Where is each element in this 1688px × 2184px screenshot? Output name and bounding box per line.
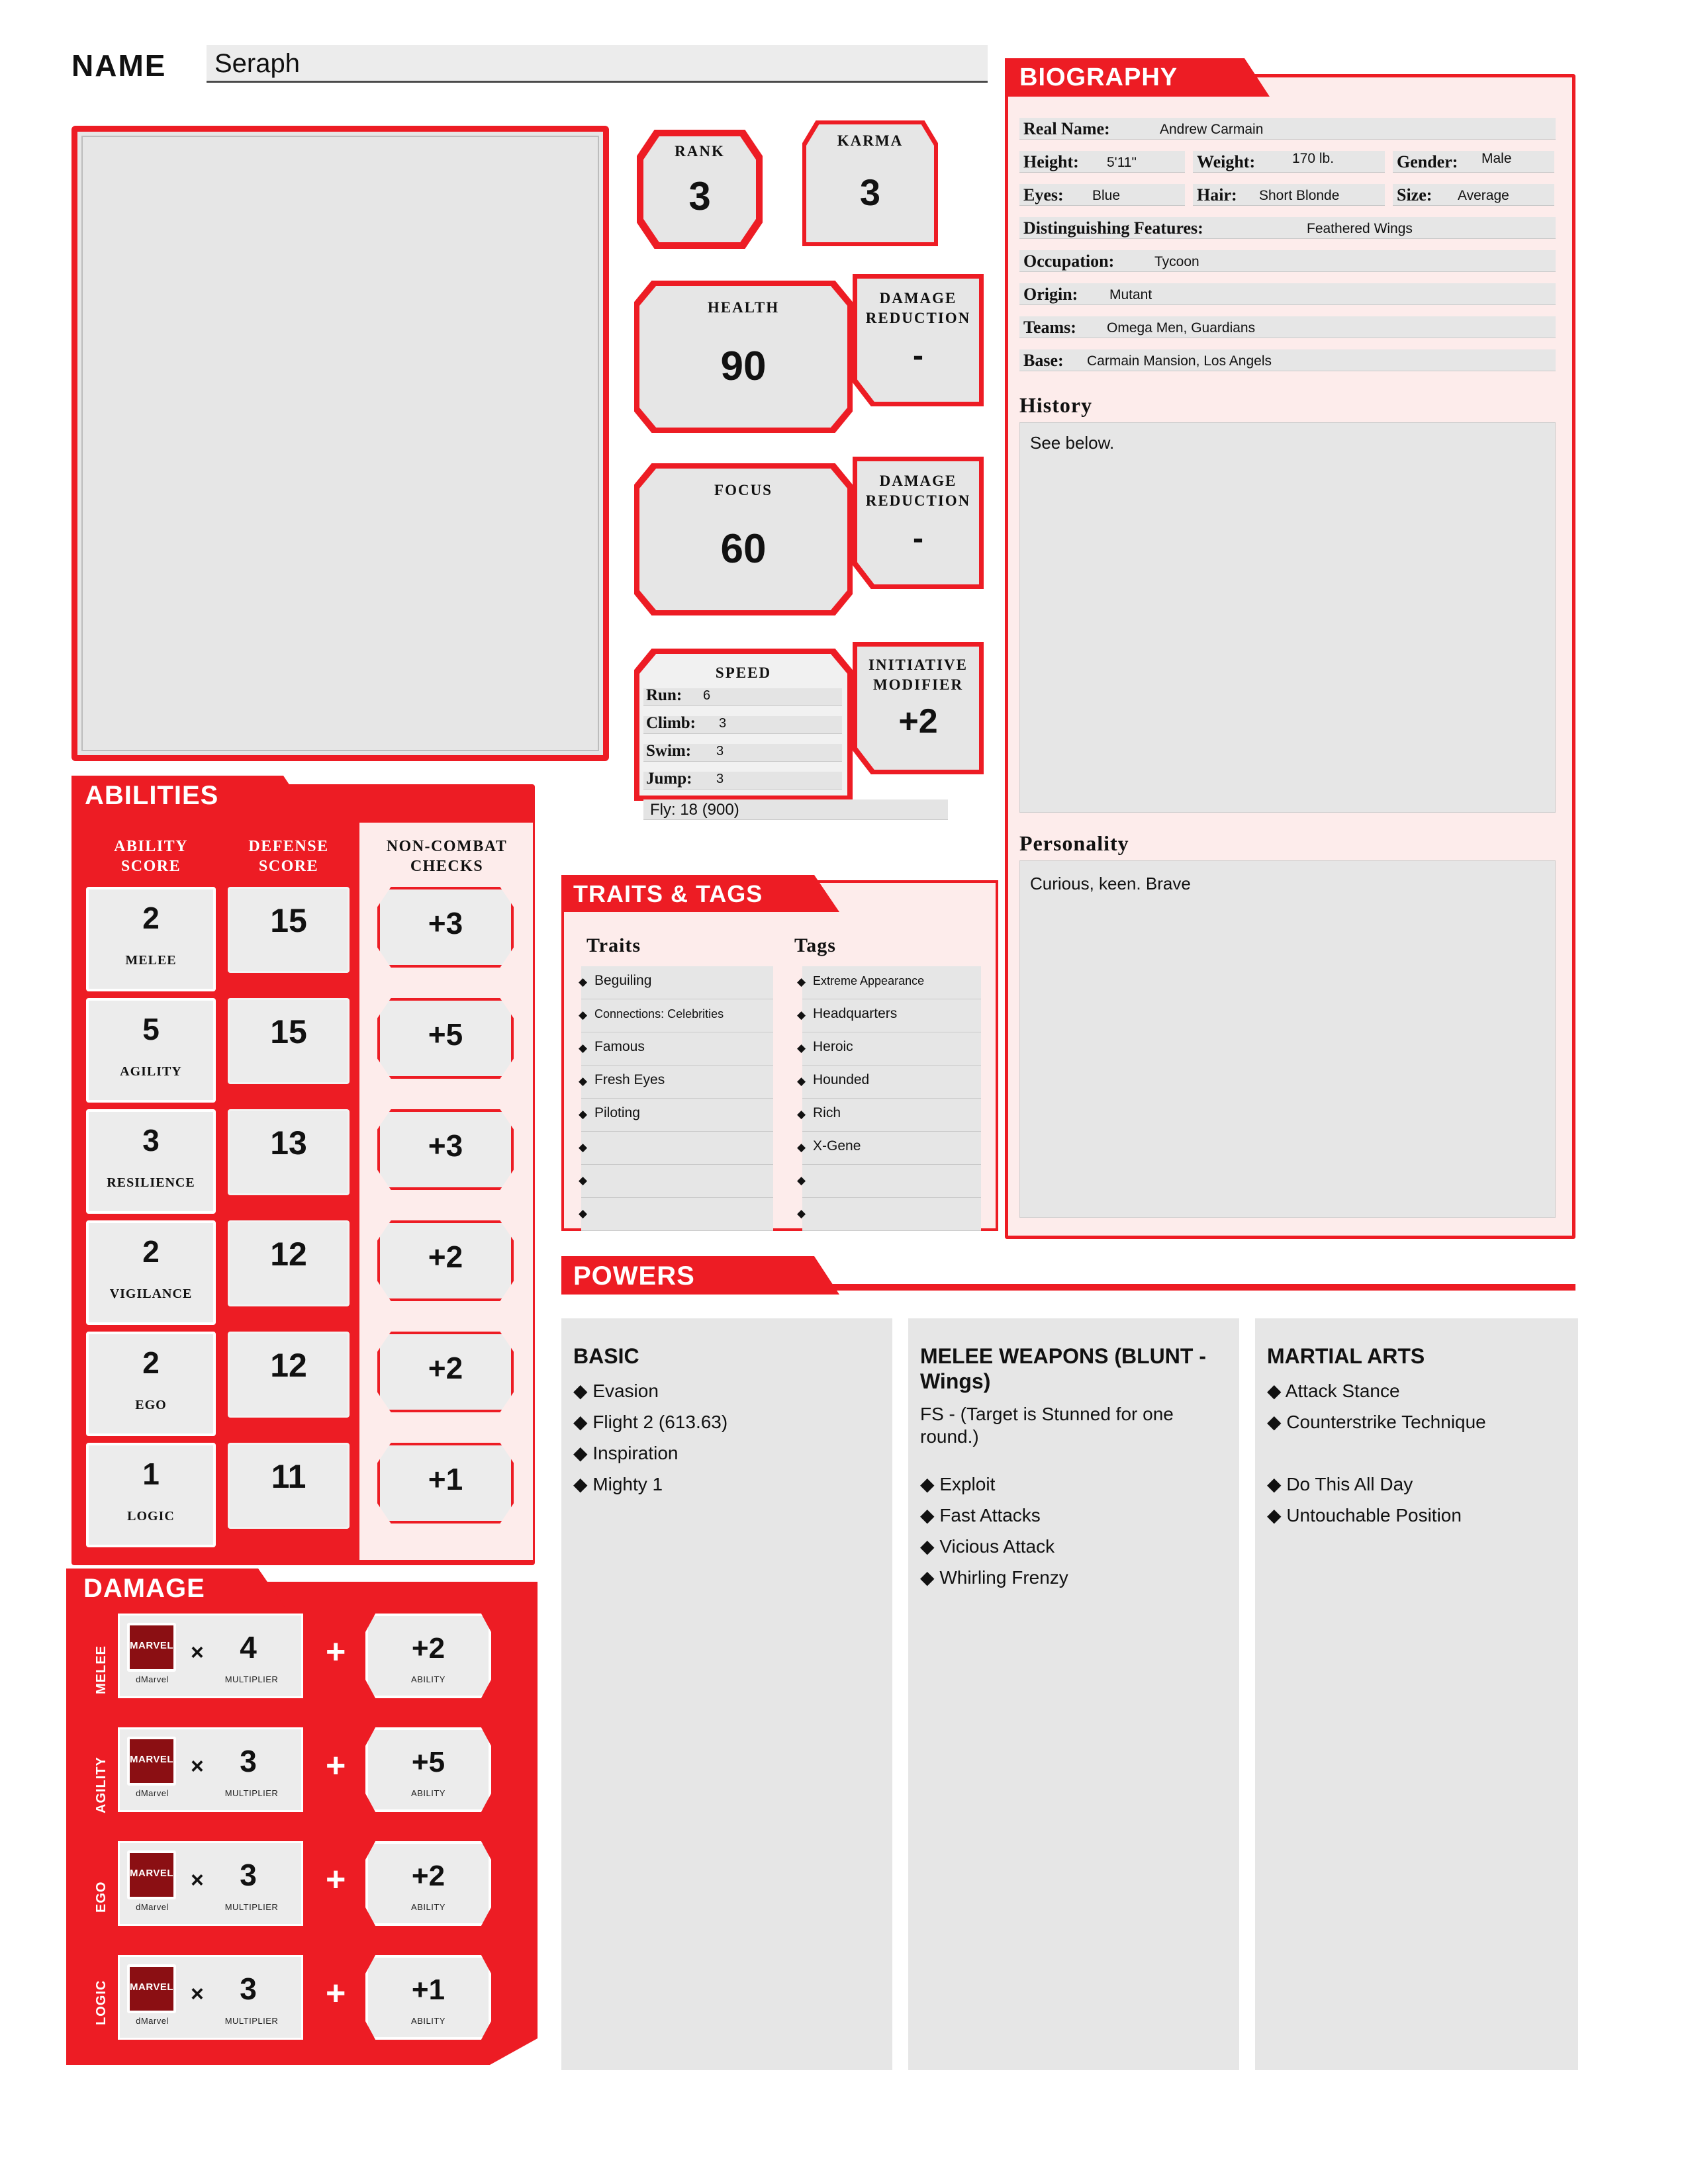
damage-title: DAMAGE — [83, 1574, 205, 1603]
speed-run-value: 6 — [703, 688, 711, 703]
history-textarea[interactable] — [1019, 422, 1556, 813]
bullet-icon: ◆ — [579, 976, 588, 988]
biography-label-height: Height: — [1023, 152, 1079, 171]
biography-value-occupation: Tycoon — [1154, 254, 1199, 269]
biography-value-weight: 170 lb. — [1292, 151, 1335, 166]
power-item-melee-3: ◆ Vicious Attack — [920, 1536, 1055, 1557]
biography-value-size: Average — [1458, 188, 1509, 203]
damage-plus-logic: + — [326, 1974, 346, 2013]
focus-label: FOCUS — [714, 482, 773, 498]
damage-row-label-melee: MELEE — [94, 1645, 109, 1694]
bullet-icon: ◆ — [797, 1108, 806, 1120]
traits-subhead: Traits — [586, 934, 641, 956]
damage-die-caption-logic: dMarvel — [136, 2016, 169, 2026]
damage-ability-caption-melee: ABILITY — [411, 1674, 445, 1684]
biography-label-features: Distinguishing Features: — [1023, 218, 1203, 238]
personality-heading: Personality — [1019, 831, 1129, 855]
karma-label: KARMA — [837, 132, 904, 149]
ability-name-logic: LOGIC — [127, 1509, 175, 1524]
karma-value: 3 — [859, 171, 881, 213]
biography-label-hair: Hair: — [1197, 185, 1237, 205]
tag-text-1: Extreme Appearance — [813, 974, 925, 987]
noncombat-value-logic: +1 — [428, 1462, 463, 1496]
speed-run-label: Run: — [646, 686, 682, 704]
ability-score-resilience: 3 — [142, 1123, 160, 1158]
power-item-basic-4: ◆ Mighty 1 — [573, 1474, 663, 1494]
biography-value-teams: Omega Men, Guardians — [1107, 320, 1256, 336]
abilities-column-ability: ABILITY SCORE — [114, 838, 188, 875]
ability-score-logic: 1 — [142, 1457, 160, 1491]
marvel-die-icon-ego — [127, 1850, 176, 1899]
power-item-melee-2: ◆ Fast Attacks — [920, 1505, 1041, 1525]
power-item-label: Inspiration — [592, 1443, 679, 1463]
powers-divider — [768, 1284, 1575, 1291]
health-damage-reduction-value: - — [913, 338, 923, 373]
defense-value-ego: 12 — [270, 1347, 307, 1384]
damage-multiplier-melee: 4 — [240, 1630, 257, 1664]
noncombat-value-ego: +2 — [428, 1351, 463, 1385]
tag-text-2: Headquarters — [813, 1006, 898, 1021]
power-item-label: Vicious Attack — [939, 1536, 1055, 1557]
power-item-label: Do This All Day — [1286, 1474, 1413, 1494]
speed-extra-value: Fly: 18 (900) — [650, 801, 739, 819]
initiative-label: INITIATIVE MODIFIER — [868, 657, 968, 693]
biography-label-eyes: Eyes: — [1023, 185, 1064, 205]
damage-times-ego: × — [191, 1868, 204, 1893]
initiative-value: +2 — [898, 702, 938, 741]
damage-times-melee: × — [191, 1640, 204, 1665]
damage-ability-caption-agility: ABILITY — [411, 1788, 445, 1798]
marvel-die-label: MARVEL — [130, 1640, 174, 1651]
damage-multiplier-ego: 3 — [240, 1858, 257, 1892]
damage-ability-value-ego: +2 — [411, 1860, 445, 1892]
power-item-label: Mighty 1 — [592, 1474, 663, 1494]
ability-score-ego: 2 — [142, 1345, 160, 1380]
power-item-basic-2: ◆ Flight 2 (613.63) — [573, 1412, 728, 1432]
biography-slot-teams[interactable] — [1019, 316, 1556, 338]
biography-value-base: Carmain Mansion, Los Angels — [1087, 353, 1272, 369]
focus-damage-reduction-label: DAMAGE REDUCTION — [865, 473, 971, 509]
tag-text-3: Heroic — [813, 1039, 853, 1054]
bullet-icon: ◆ — [579, 1141, 588, 1154]
marvel-die-label: MARVEL — [130, 1981, 174, 1993]
power-item-martial-2: ◆ Counterstrike Technique — [1267, 1412, 1486, 1432]
history-heading: History — [1019, 393, 1093, 417]
rank-label: RANK — [675, 143, 725, 159]
powers-title: POWERS — [573, 1261, 695, 1291]
trait-text-2: Connections: Celebrities — [594, 1007, 724, 1021]
marvel-die-icon-melee — [127, 1623, 176, 1672]
portrait-image-placeholder — [81, 136, 599, 751]
name-field[interactable] — [207, 45, 988, 83]
noncombat-value-melee: +3 — [428, 906, 463, 940]
power-item-martial-3: ◆ Do This All Day — [1267, 1474, 1413, 1494]
biography-label-gender: Gender: — [1397, 152, 1458, 171]
bullet-icon: ◆ — [579, 1174, 588, 1187]
damage-times-agility: × — [191, 1754, 204, 1779]
ability-name-agility: AGILITY — [120, 1064, 182, 1079]
biography-value-hair: Short Blonde — [1259, 188, 1340, 203]
power-item-basic-1: ◆ Evasion — [573, 1381, 659, 1401]
speed-swim-label: Swim: — [646, 742, 692, 760]
marvel-die-icon-agility — [127, 1737, 176, 1786]
damage-times-logic: × — [191, 1981, 204, 2007]
bullet-icon: ◆ — [797, 1042, 806, 1054]
biography-label-origin: Origin: — [1023, 285, 1078, 304]
damage-multiplier-caption-agility: MULTIPLIER — [224, 1788, 279, 1798]
damage-ability-caption-logic: ABILITY — [411, 2016, 445, 2026]
damage-row-label-ego: EGO — [94, 1881, 109, 1913]
bullet-icon: ◆ — [797, 1207, 806, 1220]
power-item-label: Counterstrike Technique — [1286, 1412, 1486, 1432]
name-value: Seraph — [214, 49, 300, 78]
tags-subhead: Tags — [794, 934, 836, 956]
damage-multiplier-logic: 3 — [240, 1972, 257, 2006]
ability-name-vigilance: VIGILANCE — [109, 1287, 193, 1301]
bullet-icon: ◆ — [579, 1075, 588, 1087]
marvel-die-label: MARVEL — [130, 1754, 174, 1765]
abilities-column-noncombat: NON-COMBAT CHECKS — [386, 838, 508, 875]
trait-text-1: Beguiling — [594, 973, 652, 988]
defense-value-melee: 15 — [270, 902, 307, 939]
bullet-icon: ◆ — [579, 1108, 588, 1120]
personality-textarea[interactable] — [1019, 860, 1556, 1218]
speed-climb-value: 3 — [719, 716, 727, 731]
powers-column-title-martial-arts: MARTIAL ARTS — [1267, 1344, 1425, 1368]
power-item-label: Attack Stance — [1285, 1381, 1400, 1401]
traits-and-tags-title: TRAITS & TAGS — [573, 880, 763, 907]
power-item-basic-3: ◆ Inspiration — [573, 1443, 679, 1463]
damage-ability-caption-ego: ABILITY — [411, 1902, 445, 1912]
damage-multiplier-caption-logic: MULTIPLIER — [224, 2016, 279, 2026]
focus-value: 60 — [720, 526, 767, 572]
ability-name-resilience: RESILIENCE — [107, 1175, 195, 1190]
biography-value-height: 5'11" — [1107, 155, 1137, 170]
damage-ability-value-melee: +2 — [411, 1632, 445, 1664]
bullet-icon: ◆ — [797, 1075, 806, 1087]
noncombat-value-vigilance: +2 — [428, 1240, 463, 1274]
powers-column-note-melee-weapons: FS - (Target is Stunned for one round.) — [920, 1404, 1174, 1447]
bullet-icon: ◆ — [797, 1009, 806, 1021]
noncombat-value-resilience: +3 — [428, 1128, 463, 1163]
tag-text-4: Hounded — [813, 1072, 870, 1087]
damage-row-label-logic: LOGIC — [94, 1979, 109, 2025]
power-item-melee-4: ◆ Whirling Frenzy — [920, 1567, 1068, 1588]
health-damage-reduction-label: DAMAGE REDUCTION — [865, 290, 971, 326]
power-item-martial-1: ◆ Attack Stance — [1267, 1381, 1400, 1401]
trait-text-5: Piloting — [594, 1105, 640, 1120]
ability-score-agility: 5 — [142, 1012, 160, 1046]
defense-value-agility: 15 — [270, 1013, 307, 1050]
abilities-title: ABILITIES — [85, 781, 219, 810]
tag-text-6: X-Gene — [813, 1138, 861, 1154]
power-item-melee-1: ◆ Exploit — [920, 1474, 996, 1494]
power-item-martial-4: ◆ Untouchable Position — [1267, 1505, 1462, 1525]
trait-text-3: Famous — [594, 1039, 645, 1054]
biography-value-eyes: Blue — [1092, 188, 1121, 203]
damage-ability-value-agility: +5 — [411, 1746, 445, 1778]
tag-slot-8[interactable] — [802, 1198, 981, 1231]
marvel-die-icon-logic — [127, 1964, 176, 2013]
bullet-icon: ◆ — [579, 1009, 588, 1021]
biography-value-features: Feathered Wings — [1307, 221, 1413, 236]
damage-plus-agility: + — [326, 1747, 346, 1785]
marvel-die-label: MARVEL — [130, 1868, 174, 1879]
damage-plus-ego: + — [326, 1860, 346, 1899]
power-item-label: Untouchable Position — [1286, 1505, 1462, 1525]
powers-column-title-melee-weapons: MELEE WEAPONS (BLUNT - Wings) — [920, 1344, 1206, 1393]
power-item-label: Whirling Frenzy — [939, 1567, 1068, 1588]
bullet-icon: ◆ — [579, 1207, 588, 1220]
portrait-frame[interactable] — [71, 126, 609, 761]
bullet-icon: ◆ — [797, 1141, 806, 1154]
power-item-label: Flight 2 (613.63) — [592, 1412, 728, 1432]
speed-climb-label: Climb: — [646, 714, 696, 732]
ability-name-ego: EGO — [135, 1398, 167, 1412]
damage-plus-melee: + — [326, 1633, 346, 1671]
damage-multiplier-caption-melee: MULTIPLIER — [224, 1674, 279, 1684]
defense-value-logic: 11 — [271, 1458, 306, 1495]
abilities-column-defense: DEFENSE SCORE — [248, 838, 329, 875]
tag-slot-7[interactable] — [802, 1165, 981, 1198]
trait-text-4: Fresh Eyes — [594, 1072, 665, 1087]
speed-jump-value: 3 — [716, 772, 724, 786]
power-item-label: Evasion — [592, 1381, 659, 1401]
biography-label-teams: Teams: — [1023, 318, 1076, 337]
biography-label-size: Size: — [1397, 185, 1432, 205]
biography-label-real-name: Real Name: — [1023, 119, 1110, 138]
speed-label: SPEED — [715, 664, 772, 681]
speed-swim-value: 3 — [716, 744, 724, 758]
power-item-label: Exploit — [939, 1474, 996, 1494]
biography-slot-origin[interactable] — [1019, 283, 1556, 305]
power-item-label: Fast Attacks — [939, 1505, 1041, 1525]
damage-row-label-agility: AGILITY — [94, 1756, 109, 1813]
biography-value-real-name: Andrew Carmain — [1160, 122, 1264, 137]
biography-value-gender: Male — [1481, 151, 1512, 166]
ability-score-vigilance: 2 — [142, 1234, 160, 1269]
noncombat-value-agility: +5 — [428, 1017, 463, 1052]
bullet-icon: ◆ — [579, 1042, 588, 1054]
powers-column-title-basic: BASIC — [573, 1344, 639, 1368]
biography-value-origin: Mutant — [1109, 287, 1152, 302]
defense-value-vigilance: 12 — [270, 1236, 307, 1273]
biography-title: BIOGRAPHY — [1019, 64, 1178, 91]
trait-slot-8[interactable] — [581, 1198, 773, 1231]
history-text: See below. — [1030, 433, 1115, 453]
bullet-icon: ◆ — [797, 976, 806, 988]
damage-die-caption-melee: dMarvel — [136, 1674, 169, 1684]
focus-damage-reduction-value: - — [913, 521, 923, 556]
ability-score-melee: 2 — [142, 901, 160, 935]
biography-label-weight: Weight: — [1197, 152, 1256, 171]
trait-slot-6[interactable] — [581, 1132, 773, 1165]
name-label: NAME — [71, 48, 167, 83]
trait-slot-7[interactable] — [581, 1165, 773, 1198]
tag-text-5: Rich — [813, 1105, 841, 1120]
damage-multiplier-agility: 3 — [240, 1744, 257, 1778]
health-value: 90 — [720, 343, 767, 389]
damage-die-caption-agility: dMarvel — [136, 1788, 169, 1798]
damage-multiplier-caption-ego: MULTIPLIER — [224, 1902, 279, 1912]
speed-jump-label: Jump: — [646, 770, 692, 788]
damage-die-caption-ego: dMarvel — [136, 1902, 169, 1912]
bullet-icon: ◆ — [797, 1174, 806, 1187]
health-label: HEALTH — [707, 299, 780, 316]
ability-name-melee: MELEE — [125, 953, 177, 968]
damage-ability-value-logic: +1 — [411, 1974, 445, 2006]
rank-value: 3 — [688, 174, 711, 218]
personality-text: Curious, keen. Brave — [1030, 874, 1191, 893]
biography-label-occupation: Occupation: — [1023, 251, 1115, 271]
defense-value-resilience: 13 — [270, 1124, 307, 1161]
biography-label-base: Base: — [1023, 351, 1064, 370]
